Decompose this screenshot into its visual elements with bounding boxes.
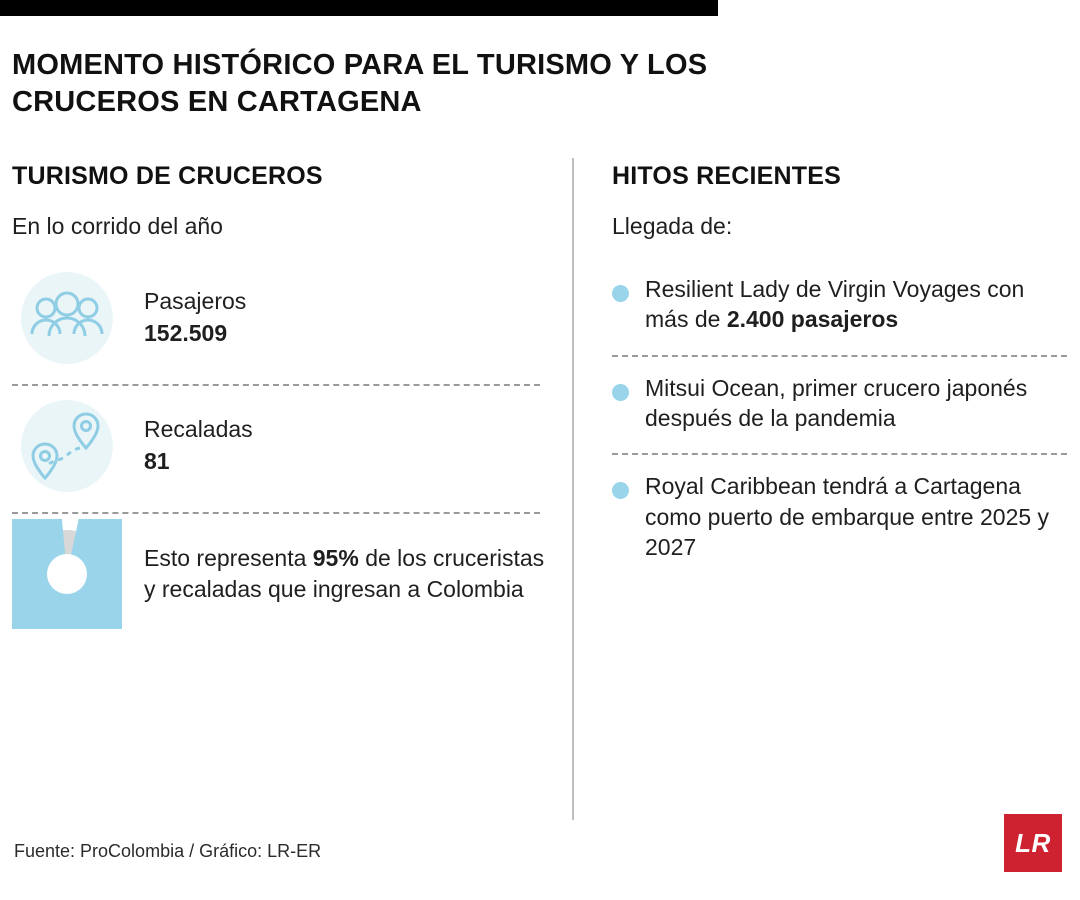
lr-logo: LR: [1004, 814, 1062, 872]
stat-passengers-text: [144, 287, 246, 349]
milestone-text-3: Royal Caribbean tendrá a Cartagena como puerto de embarque entre 2025 y 2027: [645, 473, 1050, 561]
left-section-subtitle: En lo corrido del año: [12, 213, 223, 239]
page-title: MOMENTO HISTÓRICO PARA EL TURISMO Y LOS CRUCEROS EN CARTAGENA: [12, 49, 708, 118]
right-separator-1: [612, 355, 1067, 357]
milestone-item-1: [612, 264, 1072, 349]
share-percent: 95%: [312, 544, 359, 571]
stat-passengers: [12, 264, 552, 378]
bullet-dot-icon: [612, 384, 629, 401]
milestone-item-2: [612, 363, 1072, 448]
bullet-dot-icon: [612, 482, 629, 499]
stat-passengers-value: 152.509: [144, 320, 228, 346]
milestone-text-1: [645, 274, 1072, 335]
left-separator-1: [12, 384, 540, 386]
stat-passengers-label: Pasajeros: [144, 288, 247, 315]
stat-port-calls: [12, 392, 552, 506]
cruise-tourism-section: [12, 162, 552, 634]
recent-milestones-section: [612, 162, 1072, 577]
right-section-subtitle: Llegada de:: [612, 213, 733, 239]
top-black-bar: [0, 0, 718, 16]
milestone-1-bold: 2.400 pasajeros: [726, 306, 899, 333]
milestone-item-3: [612, 461, 1072, 576]
milestone-text-2: Mitsui Ocean, primer crucero japonés después de la pandemia: [645, 374, 1028, 432]
stat-port-calls-label: Recaladas: [144, 416, 253, 443]
share-text-before: Esto representa: [144, 544, 313, 571]
share-text-after: de los cruceristas y recaladas que ingresan a Colombia: [144, 544, 545, 602]
stat-share: [12, 520, 552, 634]
stat-port-calls-value: 81: [144, 448, 170, 474]
left-separator-2: [12, 512, 540, 514]
milestone-1-normal: Resilient Lady de Virgin Voyages con más de: [645, 276, 1025, 333]
bullet-dot-icon: [612, 285, 629, 302]
right-section-title: HITOS RECIENTES: [612, 162, 841, 190]
column-divider: [572, 158, 574, 820]
right-separator-2: [612, 453, 1067, 455]
source-credit: Fuente: ProColombia / Gráfico: LR-ER: [14, 841, 322, 861]
share-description: [144, 543, 552, 605]
route-map-pin-icon: [12, 398, 122, 494]
stat-port-calls-text: [144, 415, 253, 477]
left-section-title: TURISMO DE CRUCEROS: [12, 162, 323, 190]
donut-chart-icon: [12, 526, 122, 622]
passengers-group-icon: [12, 270, 122, 366]
